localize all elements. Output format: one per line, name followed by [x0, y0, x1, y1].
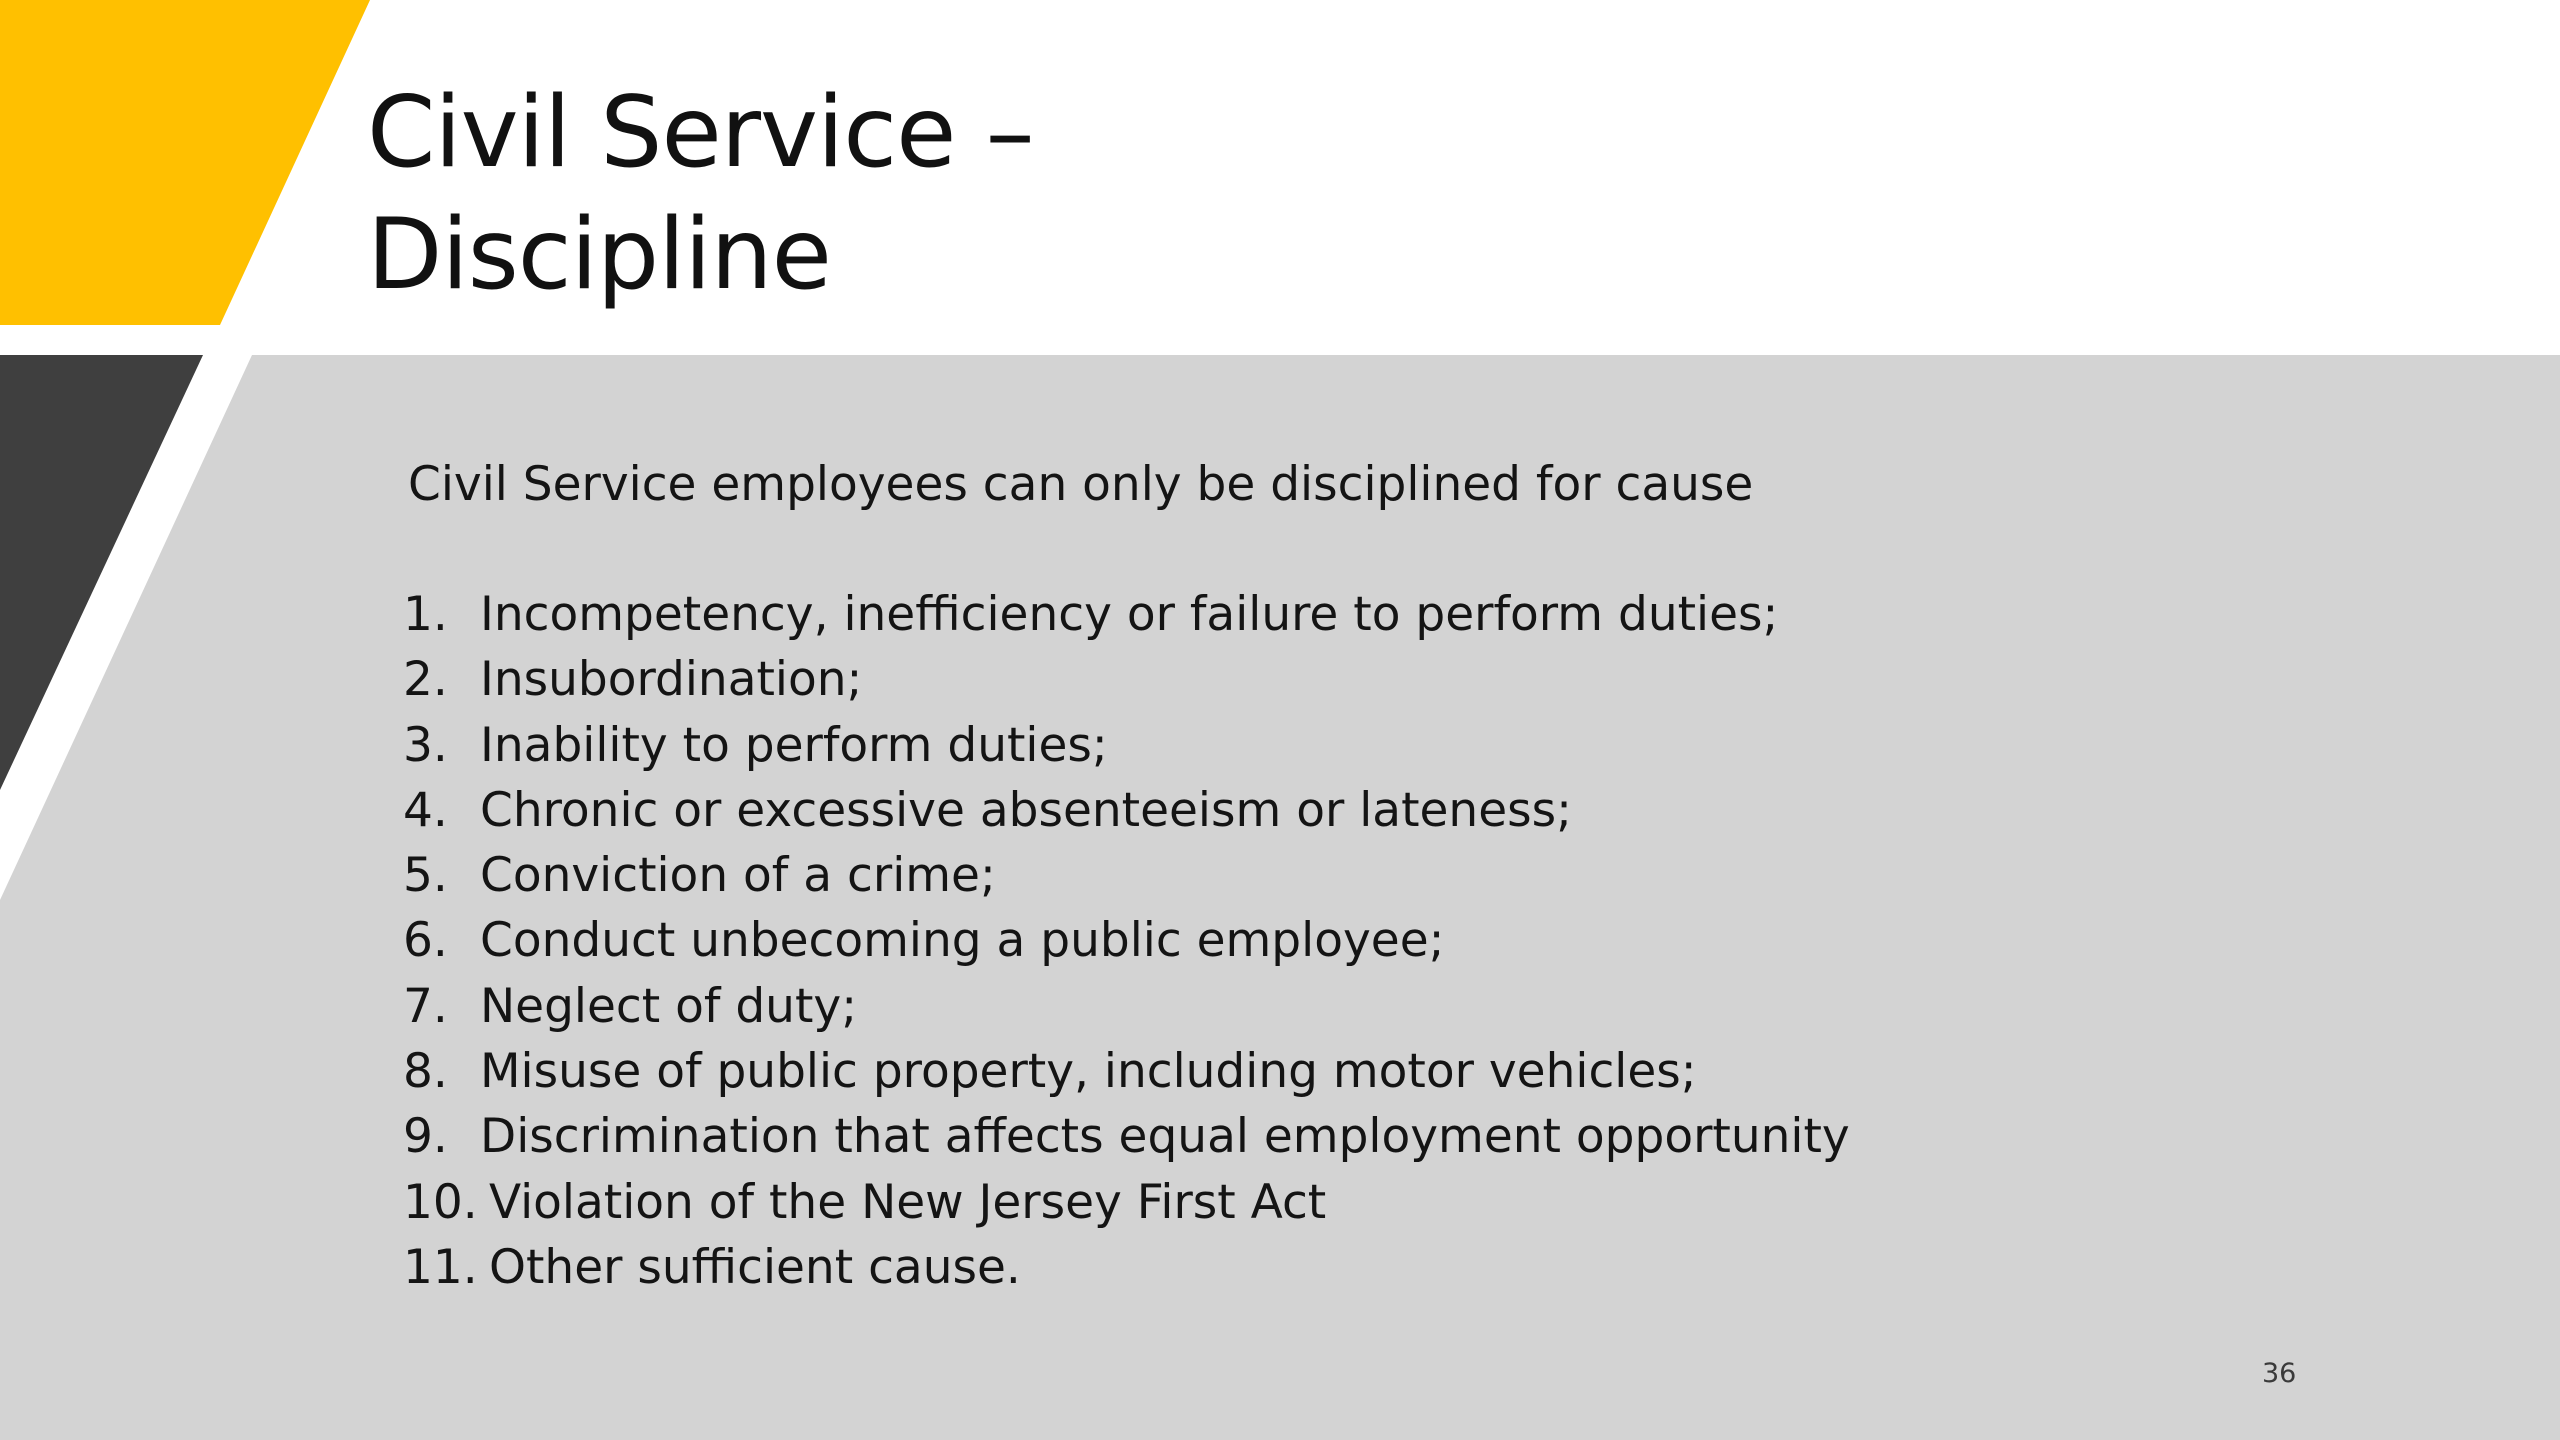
slide-title-line-2: Discipline: [367, 198, 831, 312]
slide-title-line-1: Civil Service –: [367, 76, 1034, 190]
list-item: [403, 778, 1850, 843]
list-item-text: Misuse of public property, including motor vehicles;: [480, 1044, 1697, 1100]
slide-title: [367, 72, 1034, 316]
list-item-number: 8.: [403, 1044, 448, 1100]
list-item-number: 11.: [403, 1239, 478, 1295]
list-item-text: Conviction of a crime;: [480, 848, 996, 904]
list-item-text: Neglect of duty;: [480, 978, 858, 1034]
list-item-text: Inability to perform duties;: [480, 717, 1108, 773]
list-item: [403, 647, 1850, 712]
list-item: [403, 843, 1850, 908]
list-item-text: Chronic or excessive absenteeism or lateness;: [480, 782, 1572, 838]
list-item-text: Other sufficient cause.: [489, 1239, 1021, 1295]
list-item-number: 9.: [403, 1109, 448, 1165]
list-item-number: 3.: [403, 717, 448, 773]
list-item: [403, 1235, 1850, 1300]
list-item: [403, 974, 1850, 1039]
list-item-number: 1.: [403, 587, 448, 642]
list-item-number: 2.: [403, 652, 448, 708]
list-item: [403, 908, 1850, 973]
list-item-number: 7.: [403, 978, 448, 1034]
list-item-number: 6.: [403, 913, 448, 969]
list-item: [403, 1104, 1850, 1169]
list-item-text: Conduct unbecoming a public employee;: [480, 913, 1445, 969]
cause-list: [403, 582, 1850, 1300]
list-item-text: Discrimination that affects equal employment opportunity: [480, 1109, 1850, 1165]
list-item-number: 5.: [403, 848, 448, 904]
intro-text: Civil Service employees can only be disciplined for cause: [408, 457, 1754, 512]
list-item: [403, 713, 1850, 778]
page-number: 36: [2262, 1358, 2297, 1389]
list-item: [403, 1039, 1850, 1104]
list-item-number: 4.: [403, 782, 448, 838]
list-item-text: Violation of the New Jersey First Act: [489, 1174, 1327, 1230]
list-item: [403, 582, 1850, 647]
list-item-text: Incompetency, inefficiency or failure to perform duties;: [480, 587, 1779, 642]
list-item-number: 10.: [403, 1174, 478, 1230]
list-item: [403, 1170, 1850, 1235]
yellow-accent-shape: [0, 0, 370, 325]
list-item-text: Insubordination;: [480, 652, 863, 708]
